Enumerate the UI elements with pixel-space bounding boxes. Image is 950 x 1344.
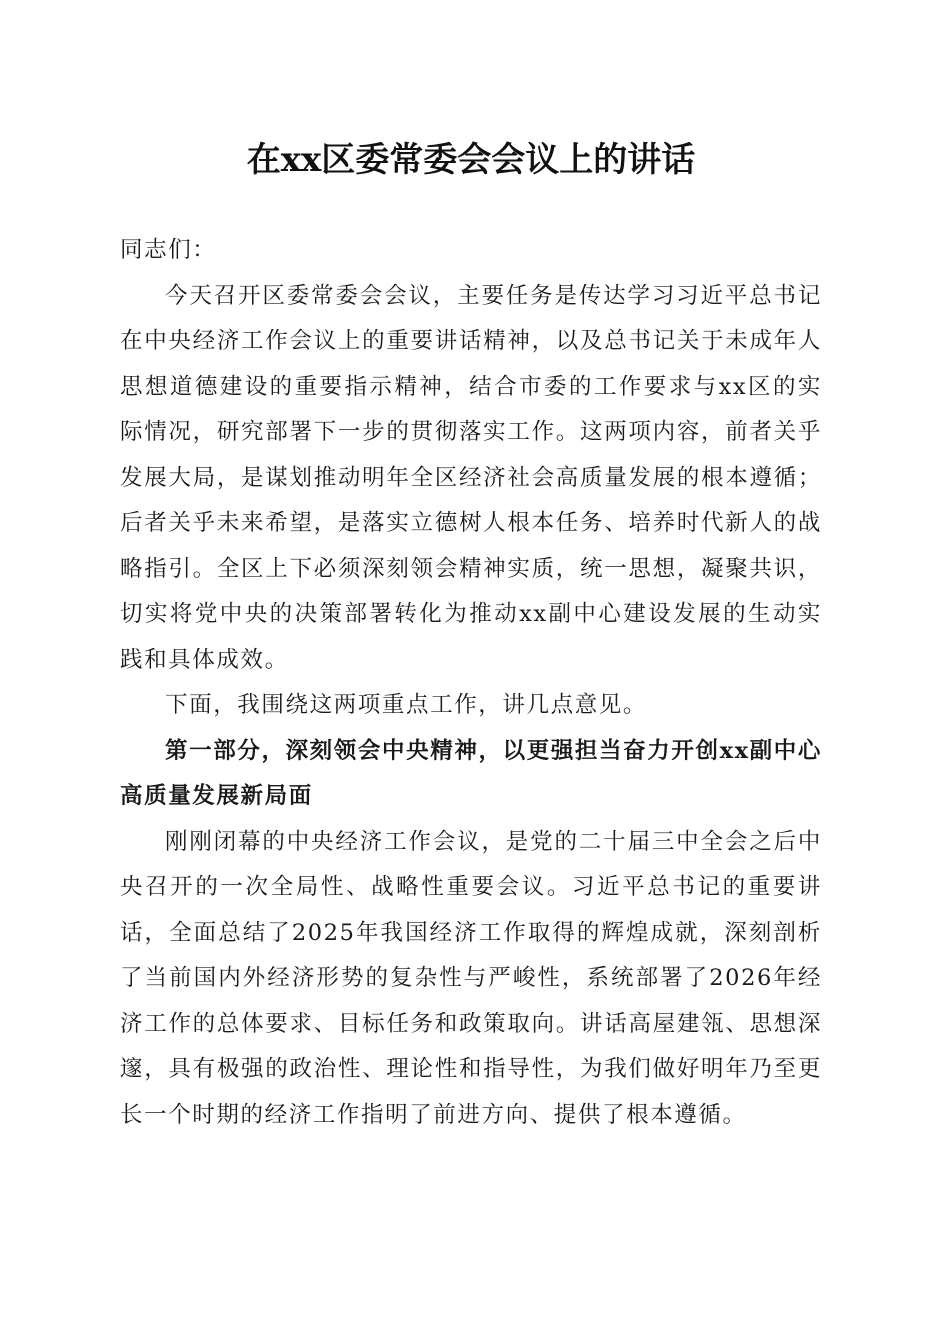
salutation: 同志们： [120, 237, 217, 263]
body-paragraph: 今天召开区委常委会会议，主要任务是传达学习习近平总书记在中央经济工作会议上的重要讲话精神，以及总书记关于未成年人思想道德建设的重要指示精神，结合市委的工作要求与xx区的实际情况，研究部署下一步的贯彻落实工作。这两项内容，前者关乎发展大局，是谋划推动明年全区经济社会高质量发展的根本遵循；后者关乎未来希望，是落实立德树人根本任务、培养时代新人的战略指引。全区上下必须深刻领会精神实质，统一思想，凝聚共识，切实将党中央的决策部署转化为推动xx副中心建设发展的生动实践和具体成效。 [120, 282, 822, 673]
document-body [120, 228, 822, 1138]
body-paragraph: 下面，我围绕这两项重点工作，讲几点意见。 [165, 692, 648, 718]
document-title: 在xx区委常委会会议上的讲话 [246, 140, 696, 180]
section-heading: 第一部分，深刻领会中央精神，以更强担当奋力开创xx副中心高质量发展新局面 [120, 737, 822, 809]
body-paragraph: 刚刚闭幕的中央经济工作会议，是党的二十届三中全会之后中央召开的一次全局性、战略性重要会议。习近平总书记的重要讲话，全面总结了2025年我国经济工作取得的辉煌成就，深刻剖析了当前国内外经济形势的复杂性与严峻性，系统部署了2026年经济工作的总体要求、目标任务和政策取向。讲话高屋建瓴、思想深邃，具有极强的政治性、理论性和指导性，为我们做好明年乃至更长一个时期的经济工作指明了前进方向、提供了根本遵循。 [120, 828, 822, 1128]
